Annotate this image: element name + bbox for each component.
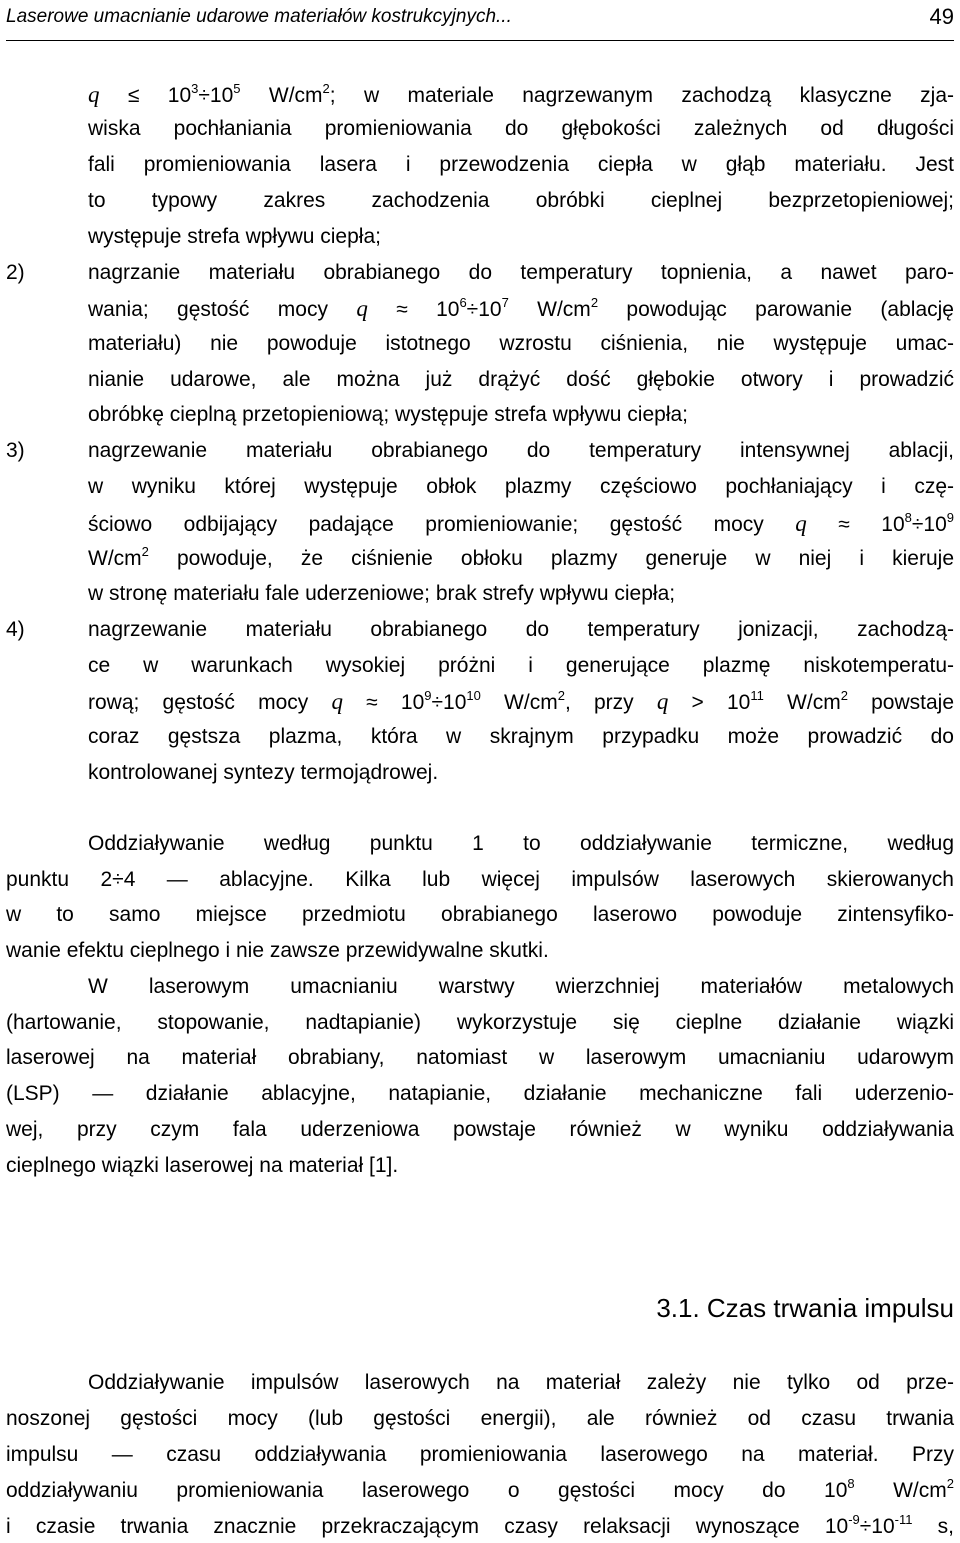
- running-title: Laserowe umacnianie udarowe materiałów kostrukcyjnych...: [6, 6, 512, 27]
- list-line: $W/cm^2$ powoduje, że ciśnienie obłoku plazmy generuje w niej i kieruje: [88, 544, 954, 570]
- list-line: to typowy zakres zachodzenia obróbki cieplnej bezprzetopieniowej;: [88, 189, 954, 212]
- list-line: w stronę materiału fale uderzeniowe; brak strefy wpływu ciepła;: [88, 582, 676, 605]
- list-number: 3): [6, 439, 25, 462]
- list-line: coraz gęstsza plazma, która w skrajnym przypadku może prowadzić do: [88, 725, 954, 748]
- paragraph-line: Oddziaływanie według punktu 1 to oddziaływanie termiczne, według: [88, 832, 954, 855]
- paragraph-line: Oddziaływanie impulsów laserowych na materiał zależy nie tylko od prze-: [88, 1371, 954, 1394]
- paragraph-line: i czasie trwania znacznie przekraczającym czasy relaksacji wynoszące $10^{-9}\div 10^{-11}$ s,: [6, 1512, 954, 1538]
- page-number: 49: [929, 4, 954, 29]
- paragraph-line: punktu 2÷4 — ablacyjne. Kilka lub więcej impulsów laserowych skierowanych: [6, 868, 954, 891]
- paragraph-line: W laserowym umacnianiu warstwy wierzchniej materiałów metalowych: [88, 975, 954, 998]
- paragraph-line: wej, przy czym fala uderzeniowa powstaje również w wyniku oddziaływania: [6, 1118, 954, 1141]
- paragraph-line: oddziaływaniu promieniowania laserowego o gęstości mocy do $10^8$ $W/cm^2$: [6, 1476, 954, 1502]
- paragraph-line: laserowej na materiał obrabiany, natomiast w laserowym umacnianiu udarowym: [6, 1046, 954, 1069]
- list-line: nagrzewanie materiału obrabianego do temperatury jonizacji, zachodzą-: [88, 618, 954, 641]
- section-heading: 3.1. Czas trwania impulsu: [656, 1293, 954, 1323]
- list-line: występuje strefa wpływu ciepła;: [88, 225, 381, 248]
- paragraph-line: cieplnego wiązki laserowej na materiał [1].: [6, 1154, 399, 1177]
- paragraph-line: (hartowanie, stopowanie, nadtapianie) wykorzystuje się cieplne działanie wiązki: [6, 1011, 954, 1034]
- list-line: ce w warunkach wysokiej próżni i generujące plazmę niskotemperatu-: [88, 654, 954, 677]
- paragraph-line: noszonej gęstości mocy (lub gęstości energii), ale również od czasu trwania: [6, 1407, 954, 1430]
- list-line: wania; gęstość mocy $q \approx 10^6\div 10^7$ $W/cm^2$ powodując parowanie (ablację: [88, 295, 954, 321]
- list-line: fali promieniowania lasera i przewodzenia ciepła w głąb materiału. Jest: [88, 153, 954, 176]
- list-line: kontrolowanej syntezy termojądrowej.: [88, 761, 439, 784]
- list-line: nianie udarowe, ale można już drążyć dość głębokie otwory i prowadzić: [88, 368, 954, 391]
- list-line: w wyniku której występuje obłok plazmy częściowo pochłaniający i czę-: [88, 475, 954, 498]
- paragraph-line: impulsu — czasu oddziaływania promieniowania laserowego na materiał. Przy: [6, 1443, 954, 1466]
- page-header: [6, 0, 954, 41]
- list-line: $q \le 10^3\div 10^5$ $W/cm^2$; w materiale nagrzewanym zachodzą klasyczne zja-: [88, 81, 955, 107]
- paragraph-line: (LSP) — działanie ablacyjne, natapianie, działanie mechaniczne fali uderzenio-: [6, 1082, 954, 1105]
- list-line: nagrzanie materiału obrabianego do temperatury topnienia, a nawet paro-: [88, 261, 954, 284]
- list-line: wiska pochłaniania promieniowania do głębokości zależnych od długości: [88, 117, 954, 140]
- paragraph-line: wanie efektu cieplnego i nie zawsze przewidywalne skutki.: [6, 939, 549, 962]
- list-line: rową; gęstość mocy $q \approx 10^9\div 10^{10}$ $W/cm^2$, przy $q > 10^{11}$ $W/cm^2$ powstaje: [88, 688, 955, 714]
- list-line: nagrzewanie materiału obrabianego do temperatury intensywnej ablacji,: [88, 439, 954, 462]
- list-line: obróbkę cieplną przetopieniową; występuje strefa wpływu ciepła;: [88, 403, 688, 426]
- paragraph-line: w to samo miejsce przedmiotu obrabianego laserowo powoduje zintensyfiko-: [6, 903, 954, 926]
- list-line: ściowo odbijający padające promieniowanie; gęstość mocy $q \approx 10^8\div 10^9$: [88, 510, 954, 536]
- list-number: 4): [6, 618, 25, 641]
- list-number: 2): [6, 261, 25, 284]
- list-line: materiału) nie powoduje istotnego wzrostu ciśnienia, nie występuje umac-: [88, 332, 954, 355]
